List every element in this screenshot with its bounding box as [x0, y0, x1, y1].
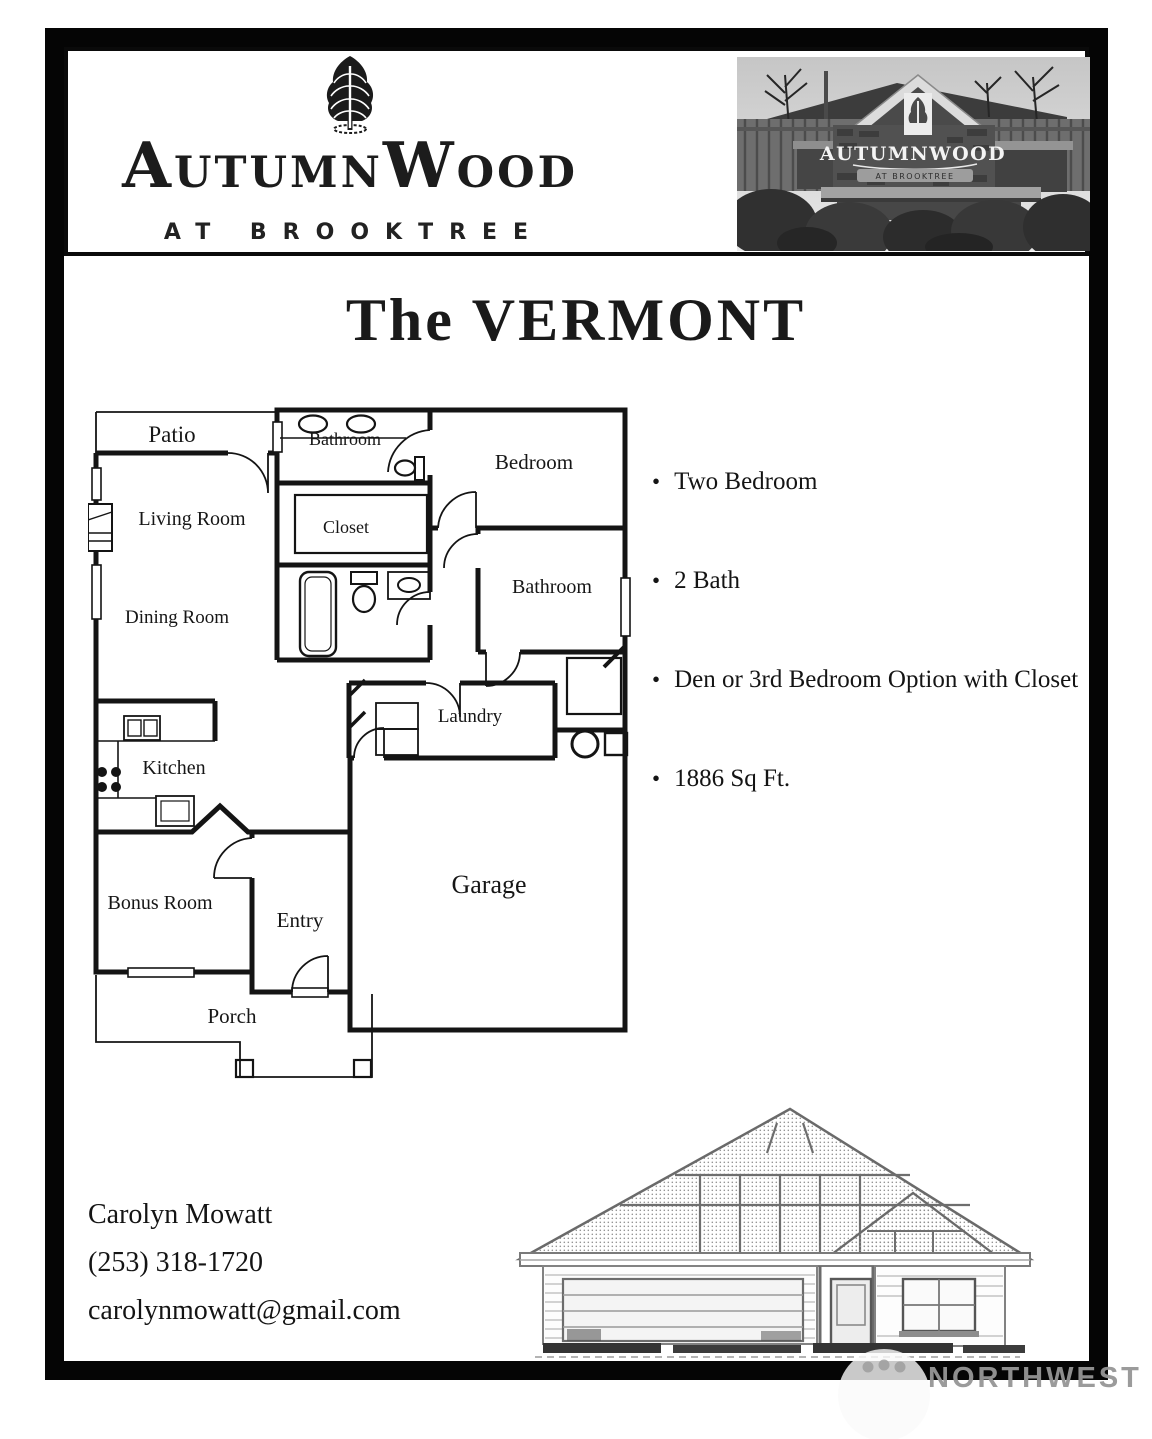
brand-wordmark — [105, 128, 595, 211]
mls-watermark-logo — [838, 1349, 930, 1439]
highlight-sqft — [652, 765, 790, 793]
page-title: The VERMONT — [345, 287, 807, 353]
entrance-sign-photo — [737, 57, 1090, 251]
brand-part: UTUMN — [174, 148, 383, 198]
highlight-bath — [652, 567, 740, 595]
room-label-bathroom-top: Bathroom — [309, 429, 381, 449]
mls-watermark-text: NORTHWEST — [928, 1362, 1142, 1394]
brand-part: A — [122, 128, 174, 202]
bullet-icon: • — [652, 766, 661, 791]
entrance-photo-art — [737, 57, 1090, 251]
room-label-closet: Closet — [322, 517, 370, 537]
floor-plan-drawing — [88, 400, 648, 1090]
room-label-bonus-room: Bonus Room — [107, 892, 213, 914]
house-sketch — [515, 1093, 1035, 1361]
highlight-two-bedroom — [652, 468, 817, 496]
floorplan-walls — [96, 410, 625, 1030]
fireplace — [88, 504, 112, 551]
agent-email: carolynmowatt@gmail.com — [88, 1295, 401, 1326]
highlight-text: 1886 Sq Ft. — [674, 765, 791, 792]
sign-tagline-text: AT BROOKTREE — [875, 172, 955, 181]
room-label-dining-room: Dining Room — [125, 607, 229, 628]
room-label-bathroom-right: Bathroom — [512, 576, 592, 598]
floor-plan — [88, 400, 648, 1090]
brand-part: W — [382, 128, 457, 202]
logo — [105, 54, 595, 245]
agent-phone: (253) 318-1720 — [88, 1247, 263, 1278]
agent-name: Carolyn Mowatt — [88, 1199, 273, 1230]
room-label-laundry: Laundry — [437, 706, 503, 727]
watermark-logo-marks — [860, 1357, 908, 1377]
highlight-text: Two Bedroom — [674, 468, 818, 495]
house-sketch-art — [515, 1093, 1035, 1361]
room-label-entry: Entry — [276, 908, 324, 932]
highlight-den-option — [652, 666, 1078, 694]
brand-tagline: AT BROOKTREE — [163, 220, 545, 245]
highlight-text: Den or 3rd Bedroom Option with Closet — [674, 666, 1079, 693]
bullet-icon: • — [652, 469, 661, 494]
room-label-porch: Porch — [207, 1004, 257, 1028]
brand-part: OOD — [456, 148, 578, 198]
sign-brand-text: AUTUMNWOOD — [819, 143, 1007, 165]
room-label-living-room: Living Room — [138, 508, 246, 530]
highlight-text: 2 Bath — [674, 567, 741, 594]
room-label-garage: Garage — [451, 870, 527, 899]
room-label-bedroom: Bedroom — [494, 450, 574, 474]
room-label-kitchen: Kitchen — [142, 757, 206, 779]
bullet-icon: • — [652, 667, 661, 692]
tree-icon — [306, 54, 394, 136]
room-label-patio: Patio — [148, 422, 196, 447]
bullet-icon: • — [652, 568, 661, 593]
